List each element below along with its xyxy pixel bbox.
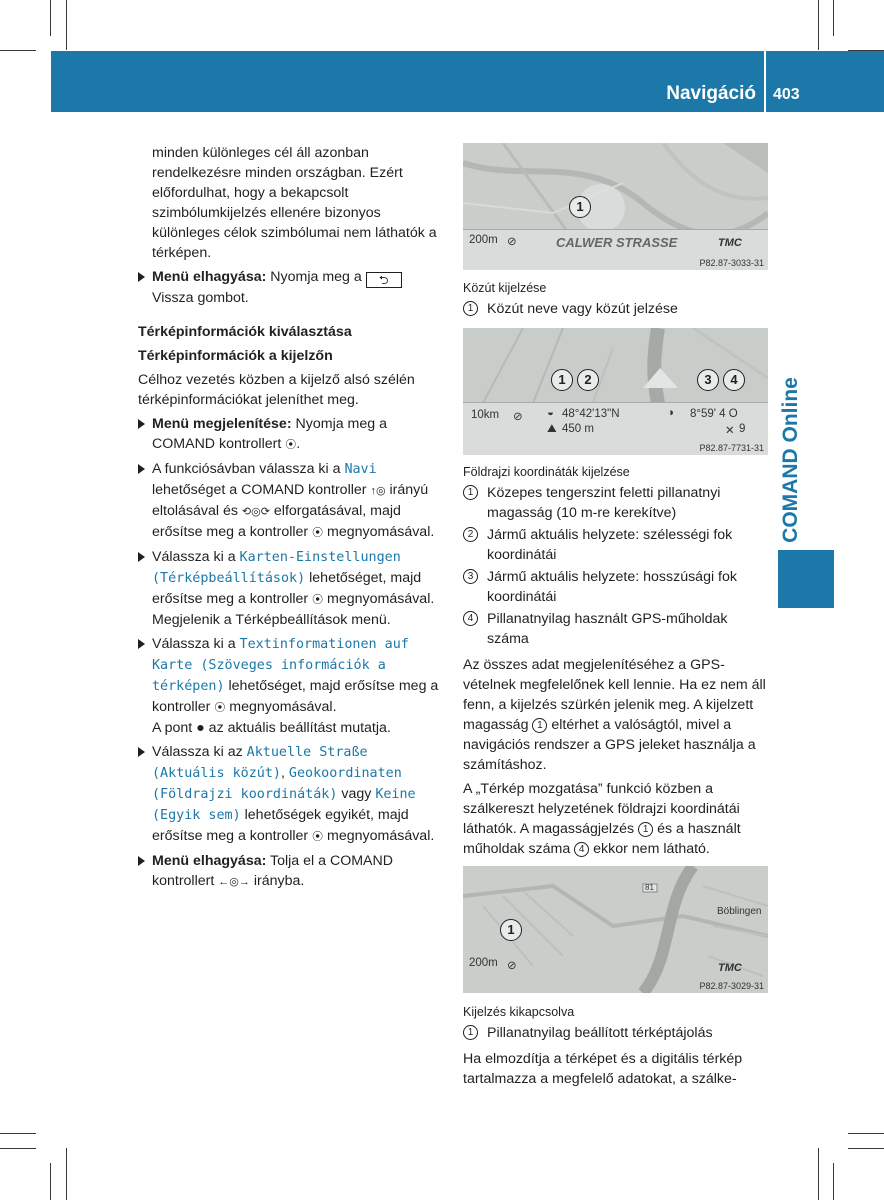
crop-mark <box>833 0 834 36</box>
callout-marker: 1 <box>500 919 522 941</box>
number-badge: 1 <box>463 485 478 500</box>
page-number: 403 <box>773 86 800 103</box>
road-number: 81 <box>645 883 654 892</box>
crop-mark <box>818 0 819 50</box>
step-text: Válassza ki az <box>152 744 243 760</box>
page-title: Navigáció <box>666 83 756 104</box>
place-label: Böblingen <box>717 906 762 917</box>
menu-option: Textinformationen auf Karte (Szöveges információk a térképen) <box>152 637 409 694</box>
controller-rotate-icon: ⟲◎⟳ <box>241 506 270 518</box>
mountain-icon: ⛰ <box>547 423 557 435</box>
crop-mark <box>0 1133 36 1134</box>
step-text: lehetőségek egyikét, majd erősítse meg a kontroller <box>152 807 409 844</box>
figure-code: P82.87-7731-31 <box>699 443 764 453</box>
step-text: irányba. <box>253 873 305 889</box>
legend-text: Pillanatnyilag beállított térképtájolás <box>487 1025 713 1041</box>
bullet-arrow-icon <box>138 464 145 474</box>
legend-item <box>463 609 769 649</box>
step-text: Tolja el a COMAND kontrollert <box>152 853 394 889</box>
step-text: lehetőséget a COMAND kontroller <box>152 482 367 498</box>
altitude-value: 450 m <box>562 423 594 435</box>
step-text: megnyomásával. <box>327 591 435 607</box>
step-text: Válassza ki a <box>152 549 236 565</box>
legend-text: Pillanatnyilag használt GPS-műholdak száma <box>487 611 728 647</box>
legend-text: Jármű aktuális helyzete: szélességi fok koordinátái <box>487 527 733 563</box>
step-select-text-info <box>138 634 442 738</box>
step-note: A pont ● az aktuális beállítást mutatja. <box>152 720 391 736</box>
crop-mark <box>848 1133 884 1134</box>
callout-marker: 2 <box>577 369 599 391</box>
step-label: Menü megjelenítése: <box>152 416 292 432</box>
controller-press-icon: ⦿ <box>312 594 324 606</box>
figure-geo-coordinates <box>463 328 768 455</box>
right-column-1 <box>463 280 769 321</box>
menu-option: Navi <box>344 462 377 477</box>
chapter-tab-label: COMAND Online <box>779 377 802 543</box>
tmc-label: TMC <box>718 237 742 249</box>
chapter-tab <box>778 377 804 543</box>
step-text: Válassza ki a <box>152 636 236 652</box>
bullet-arrow-icon <box>138 747 145 757</box>
step-text: Nyomja meg a COMAND kontrollert <box>152 416 387 452</box>
paragraph: Ha elmozdítja a térképet és a digitális térkép tartalmazza a megfelelő adatokat, a szálke- <box>463 1051 743 1087</box>
legend-item <box>463 299 769 319</box>
legend-item <box>463 525 769 565</box>
figure-road-display <box>463 143 768 270</box>
bullet-arrow-icon <box>138 639 145 649</box>
globe-lon-icon: ◑ <box>667 407 674 419</box>
bullet-arrow-icon <box>138 419 145 429</box>
step-select-map-settings <box>138 547 442 630</box>
legend-item <box>463 567 769 607</box>
scale-label: 200m <box>469 957 498 969</box>
globe-icon: ◒ <box>547 407 554 419</box>
crop-mark <box>0 1148 36 1149</box>
step-select-navi <box>138 459 442 543</box>
number-badge: 4 <box>574 842 589 857</box>
step-text: megnyomásával. <box>327 524 435 540</box>
callout-marker: 1 <box>569 196 591 218</box>
bullet-arrow-icon <box>138 272 145 282</box>
longitude-value: 8°59' 4 O <box>690 408 738 420</box>
menu-option: Keine (Egyik sem) <box>152 787 416 823</box>
paragraph-text: Az összes adat megjelenítéséhez a GPS-vételnek megfelelőnek kell lennie. Ha ez nem áll fenn, a kijelzés szürkén jelenik meg. A kijelzett magasság <box>463 657 766 733</box>
right-column-2 <box>463 464 769 863</box>
step-exit-menu <box>138 267 442 308</box>
figure-caption: Kijelzés kikapcsolva <box>463 1005 575 1019</box>
step-label: Menü elhagyása: <box>152 853 267 869</box>
tmc-label: TMC <box>718 962 742 974</box>
number-badge: 1 <box>463 301 478 316</box>
compass-icon: ⊘ <box>513 411 523 423</box>
paragraph-text: ekkor nem látható. <box>593 841 710 857</box>
figure-code: P82.87-3033-31 <box>699 258 764 268</box>
menu-option: Geokoordinaten (Földrajzi koordináták) <box>152 766 402 802</box>
number-badge: 1 <box>532 718 547 733</box>
step-select-display-option: Válassza ki az Aktuelle Straße (Aktuális közút), Geokoordinaten (Földrajzi koordináták) vagy Keine (Egyik sem) lehetőségek egyikét, majd erősítse meg a kontroller ⦿ megnyomásával. <box>138 742 442 847</box>
bullet-arrow-icon <box>138 856 145 866</box>
compass-icon: ⊘ <box>507 960 517 972</box>
paragraph: Célhoz vezetés közben a kijelző alsó szélén térképinformációkat jeleníthet meg. <box>138 372 415 408</box>
number-badge: 1 <box>463 1025 478 1040</box>
header-bar <box>51 51 884 112</box>
number-badge: 2 <box>463 527 478 542</box>
crop-mark <box>50 1163 51 1200</box>
callout-marker: 3 <box>697 369 719 391</box>
crop-mark <box>0 50 36 51</box>
figure-caption: Földrajzi koordináták kijelzése <box>463 465 630 479</box>
legend-text: Közepes tengerszint feletti pillanatnyi magasság (10 m-re kerekítve) <box>487 485 721 521</box>
subsection-heading: Térképinformációk a kijelzőn <box>138 348 333 364</box>
left-column <box>138 143 442 896</box>
back-button-icon <box>366 272 402 288</box>
controller-slide-left-right-icon: ←◎→ <box>218 876 250 888</box>
step-label: Menü elhagyása: <box>152 269 267 285</box>
latitude-value: 48°42'13"N <box>562 408 620 420</box>
legend-text: Közút neve vagy közút jelzése <box>487 301 678 317</box>
street-name: CALWER STRASSE <box>556 235 678 250</box>
step-text: Vissza gombot. <box>152 290 249 306</box>
back-arrow-glyph: ⮌ <box>378 273 389 287</box>
chapter-tab-marker <box>778 550 834 608</box>
step-text: Nyomja meg a <box>270 269 362 285</box>
step-note: Megjelenik a Térképbeállítások menü. <box>152 612 391 628</box>
crop-mark <box>833 1163 834 1200</box>
legend-item <box>463 1023 769 1043</box>
intro-paragraph: minden különleges cél áll azonban rendelkezésre minden országban. Ezért előfordulhat, hogy a bekapcsolt szimbólumkijelzés ellenére bizonyos különleges célok szimbólumai nem láthatók a térképen. <box>152 145 437 261</box>
legend-text: Jármű aktuális helyzete: hosszúsági fok koordinátái <box>487 569 737 605</box>
step-text: lehetőséget, majd erősítse meg a kontroller <box>152 678 439 715</box>
controller-press-icon: ⦿ <box>285 439 297 451</box>
step-text: megnyomásával. <box>327 828 435 844</box>
step-text: A funkciósávban válassza ki a <box>152 461 341 477</box>
number-badge: 3 <box>463 569 478 584</box>
figure-display-off <box>463 866 768 993</box>
crop-mark <box>818 1148 819 1200</box>
header-divider <box>764 51 766 112</box>
step-text: irányú eltolásával és <box>152 482 429 519</box>
paragraph-text: és a használt műholdak száma <box>463 821 741 857</box>
menu-option: Karten-Einstellungen (Térképbeállítások) <box>152 550 401 586</box>
step-text: elforgatásával, majd erősítse meg a kontroller <box>152 503 401 540</box>
callout-marker: 1 <box>551 369 573 391</box>
paragraph <box>463 779 769 859</box>
number-badge: 4 <box>463 611 478 626</box>
section-heading: Térképinformációk kiválasztása <box>138 324 352 340</box>
paragraph-text: A „Térkép mozgatása” funkció közben a szálkereszt helyzetének földrajzi koordinátái láthatók. A magasságjelzés <box>463 781 740 837</box>
map-info-bar <box>463 402 768 455</box>
figure-caption: Közút kijelzése <box>463 281 547 295</box>
bullet-arrow-icon <box>138 552 145 562</box>
satellite-count: 9 <box>739 423 746 435</box>
scale-label: 10km <box>471 409 500 421</box>
crop-mark <box>848 1148 884 1149</box>
controller-slide-up-icon: ↑◎ <box>370 485 386 497</box>
step-text: vagy <box>341 786 372 802</box>
compass-icon: ⊘ <box>507 236 517 248</box>
right-column-3 <box>463 1004 769 1093</box>
figure-code: P82.87-3029-31 <box>699 981 764 991</box>
number-badge: 1 <box>638 822 653 837</box>
callout-marker: 4 <box>723 369 745 391</box>
controller-press-icon: ⦿ <box>214 702 226 714</box>
legend-item <box>463 483 769 523</box>
controller-press-icon: ⦿ <box>312 527 324 539</box>
step-text: lehetőséget, majd erősítse meg a kontroller <box>152 570 422 607</box>
paragraph-text: eltérhet a valóságtól, mivel a navigációs rendszer a GPS jeleket használja a számításhoz. <box>463 717 756 773</box>
menu-option: Aktuelle Straße (Aktuális közút) <box>152 745 368 781</box>
step-show-menu: Menü megjelenítése: Nyomja meg a COMAND kontrollert ⦿. <box>138 414 442 455</box>
map-info-bar <box>463 229 768 270</box>
crop-mark <box>50 0 51 36</box>
step-text: megnyomásával. <box>229 699 337 715</box>
crop-mark <box>66 0 67 50</box>
satellite-icon: ✕ <box>725 425 735 437</box>
step-exit-menu-2 <box>138 851 442 892</box>
paragraph <box>463 655 769 775</box>
controller-press-icon: ⦿ <box>312 831 324 843</box>
scale-label: 200m <box>469 234 498 246</box>
crop-mark <box>66 1148 67 1200</box>
